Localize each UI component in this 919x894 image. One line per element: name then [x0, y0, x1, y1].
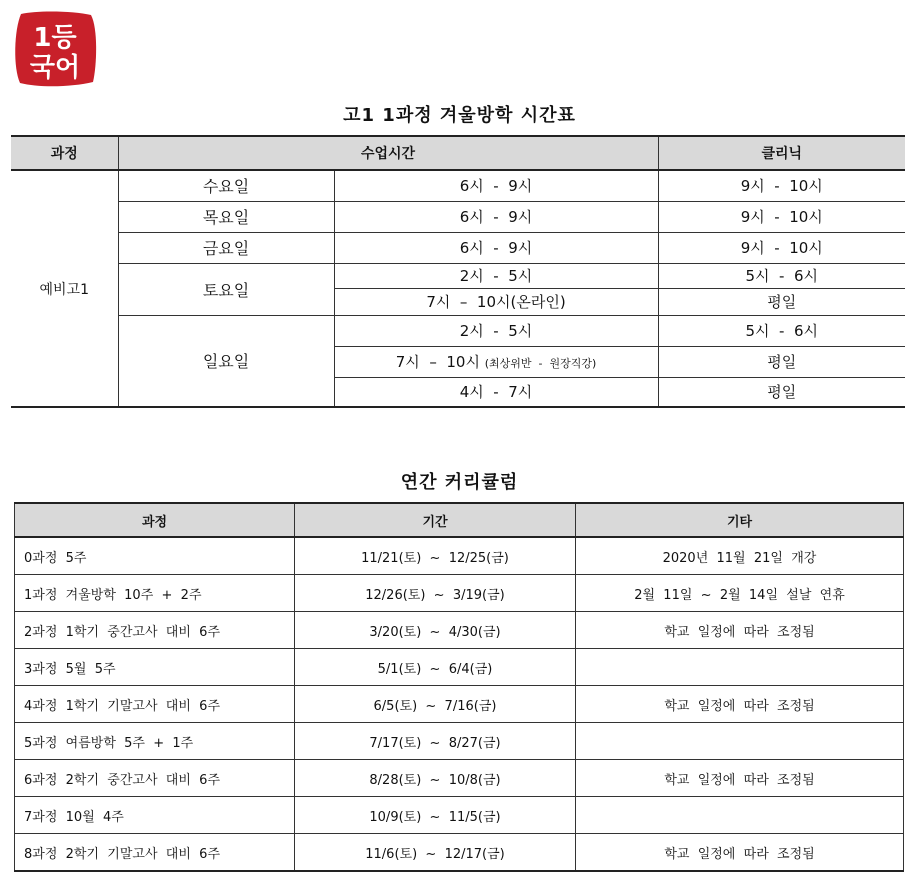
course-cell: 6과정 2학기 중간고사 대비 6주	[15, 760, 295, 797]
table-row	[15, 834, 904, 872]
course-cell: 예비고1	[11, 170, 118, 407]
time-text: 7시 – 10시	[395, 353, 480, 371]
time-cell: 2시 - 5시	[334, 263, 658, 288]
time-cell	[334, 346, 658, 377]
schedule-title: 고1 1과정 겨울방학 시간표	[343, 105, 576, 126]
note-cell: 학교 일정에 따라 조정됨	[576, 760, 904, 797]
table-row	[15, 537, 904, 575]
period-cell: 7/17(토) ~ 8/27(금)	[295, 723, 576, 760]
day-cell: 금요일	[118, 232, 334, 263]
day-cell: 수요일	[118, 170, 334, 201]
header-note: 기타	[576, 503, 904, 537]
table-row	[11, 170, 905, 201]
period-cell: 11/6(토) ~ 12/17(금)	[295, 834, 576, 872]
clinic-cell: 평일	[658, 346, 905, 377]
note-cell: 학교 일정에 따라 조정됨	[576, 612, 904, 649]
period-cell: 11/21(토) ~ 12/25(금)	[295, 537, 576, 575]
period-cell: 5/1(토) ~ 6/4(금)	[295, 649, 576, 686]
table-row	[11, 263, 905, 288]
table-row	[11, 232, 905, 263]
period-cell: 12/26(토) ~ 3/19(금)	[295, 575, 576, 612]
header-class-time: 수업시간	[118, 136, 658, 170]
header-row	[15, 503, 904, 537]
period-cell: 8/28(토) ~ 10/8(금)	[295, 760, 576, 797]
logo-text-bottom: 국어	[29, 53, 81, 83]
period-cell: 10/9(토) ~ 11/5(금)	[295, 797, 576, 834]
time-cell: 7시 – 10시(온라인)	[334, 288, 658, 315]
course-cell: 0과정 5주	[15, 537, 295, 575]
course-cell: 7과정 10월 4주	[15, 797, 295, 834]
day-cell: 목요일	[118, 201, 334, 232]
period-cell: 3/20(토) ~ 4/30(금)	[295, 612, 576, 649]
table-row	[15, 575, 904, 612]
table-row	[15, 686, 904, 723]
day-cell: 토요일	[118, 263, 334, 315]
table-row	[15, 760, 904, 797]
time-note: (최상위반 - 원장직강)	[484, 357, 597, 370]
note-cell: 학교 일정에 따라 조정됨	[576, 834, 904, 872]
table-row	[15, 723, 904, 760]
time-cell: 2시 - 5시	[334, 315, 658, 346]
day-cell: 일요일	[118, 315, 334, 407]
header-course: 과정	[15, 503, 295, 537]
header-row	[11, 136, 905, 170]
annual-curriculum-table	[14, 502, 904, 872]
note-cell: 2020년 11월 21일 개강	[576, 537, 904, 575]
clinic-cell: 9시 - 10시	[658, 170, 905, 201]
curriculum-title: 연간 커리큘럼	[400, 472, 519, 493]
table-row	[11, 315, 905, 346]
clinic-cell: 평일	[658, 288, 905, 315]
time-cell: 6시 - 9시	[334, 201, 658, 232]
course-cell: 1과정 겨울방학 10주 + 2주	[15, 575, 295, 612]
time-cell: 6시 - 9시	[334, 170, 658, 201]
clinic-cell: 5시 - 6시	[658, 315, 905, 346]
table-row	[15, 797, 904, 834]
brand-logo	[12, 10, 98, 88]
table-row	[11, 201, 905, 232]
header-period: 기간	[295, 503, 576, 537]
note-cell	[576, 649, 904, 686]
time-cell: 4시 - 7시	[334, 377, 658, 407]
clinic-cell: 평일	[658, 377, 905, 407]
course-cell: 8과정 2학기 기말고사 대비 6주	[15, 834, 295, 872]
course-cell: 5과정 여름방학 5주 + 1주	[15, 723, 295, 760]
course-cell: 2과정 1학기 중간고사 대비 6주	[15, 612, 295, 649]
logo-text-top: 1등	[33, 23, 77, 53]
header-course: 과정	[11, 136, 118, 170]
course-cell: 3과정 5월 5주	[15, 649, 295, 686]
time-cell: 6시 - 9시	[334, 232, 658, 263]
note-cell: 2월 11일 ~ 2월 14일 설날 연휴	[576, 575, 904, 612]
period-cell: 6/5(토) ~ 7/16(금)	[295, 686, 576, 723]
table-row	[15, 649, 904, 686]
note-cell: 학교 일정에 따라 조정됨	[576, 686, 904, 723]
course-cell: 4과정 1학기 기말고사 대비 6주	[15, 686, 295, 723]
header-clinic: 클리닉	[658, 136, 905, 170]
winter-schedule-table	[11, 135, 905, 408]
clinic-cell: 5시 - 6시	[658, 263, 905, 288]
clinic-cell: 9시 - 10시	[658, 201, 905, 232]
note-cell	[576, 723, 904, 760]
table-row	[15, 612, 904, 649]
note-cell	[576, 797, 904, 834]
clinic-cell: 9시 - 10시	[658, 232, 905, 263]
